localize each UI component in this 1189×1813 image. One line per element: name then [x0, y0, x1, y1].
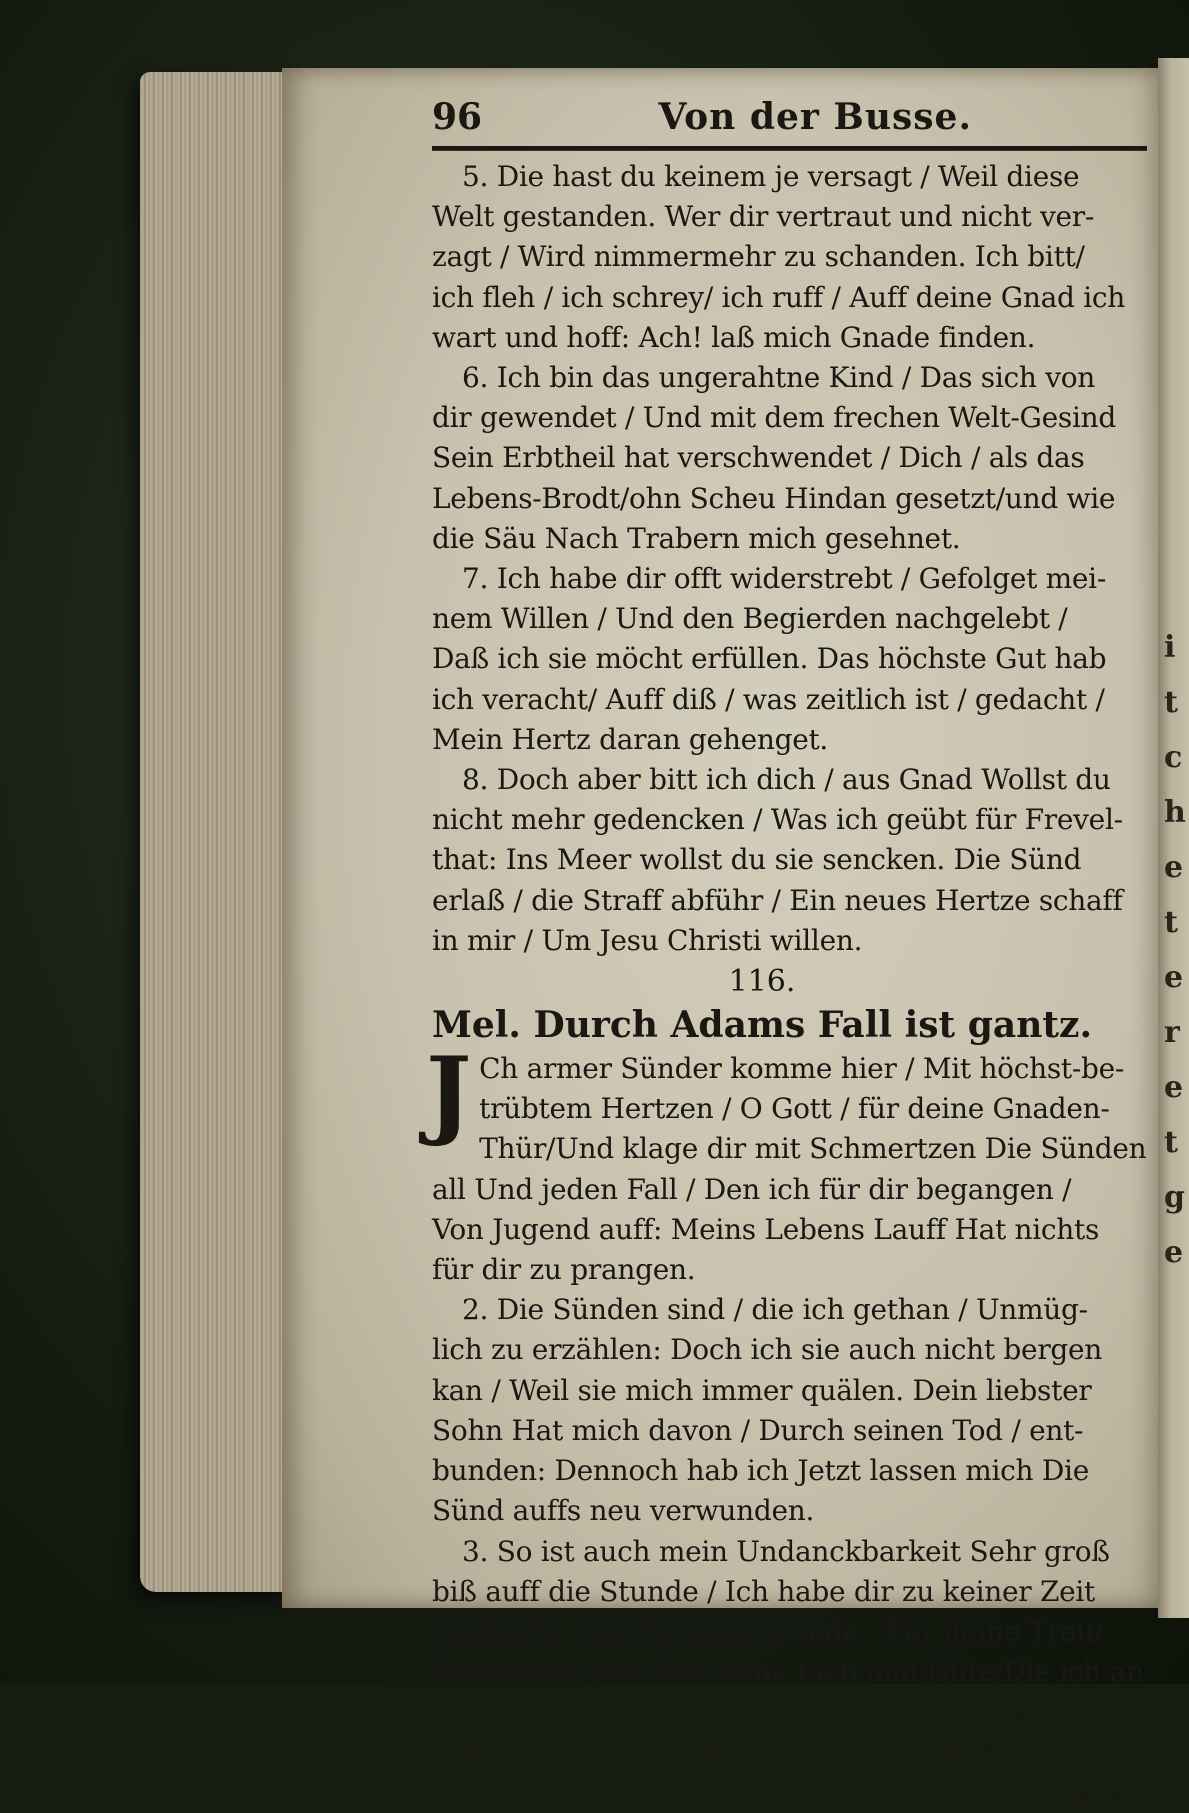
verse-line: 3. So ist auch mein Undanckbarkeit Sehr groß — [462, 1534, 1110, 1568]
verse-7 — [432, 559, 1152, 760]
verse-line: Sünd auffs neu verwunden. — [432, 1494, 815, 1528]
running-title: Von der Busse. — [658, 96, 972, 138]
facing-letter: e — [1164, 850, 1184, 885]
verse-line: Thür/Und klage dir mit Schmertzen Die Sünden — [479, 1132, 1147, 1166]
hymn-number: 116. — [728, 964, 796, 1000]
melody-heading: Mel. Durch Adams Fall ist gantz. — [432, 1004, 1092, 1047]
verse-line: Welt gestanden. Wer dir vertraut und nicht ver- — [432, 200, 1095, 234]
facing-letter: t — [1164, 685, 1178, 720]
header-rule — [432, 146, 1147, 151]
verse-line: nicht mehr gedencken / Was ich geübt für Frevel- — [432, 803, 1123, 837]
hymn-verse-2 — [432, 1290, 1152, 1531]
verse-line: lich zu erzählen: Doch ich sie auch nicht bergen — [432, 1333, 1103, 1367]
facing-page-letters — [1164, 620, 1188, 1280]
facing-letter: e — [1164, 1070, 1184, 1105]
verse-line: 5. Die hast du keinem je versagt / Weil diese — [462, 160, 1080, 193]
book-page-edges — [140, 72, 290, 1592]
facing-letter: e — [1164, 1235, 1184, 1270]
verse-line: kan / Weil sie mich immer quälen. Dein liebster — [432, 1373, 1092, 1407]
facing-letter: e — [1164, 960, 1184, 995]
verse-line: trübtem Hertzen / O Gott / für deine Gnaden- — [479, 1092, 1110, 1126]
facing-letter: h — [1164, 795, 1186, 830]
page-text — [426, 96, 1152, 1813]
facing-letter: i — [1164, 630, 1176, 665]
catchword: mein — [1057, 1774, 1142, 1810]
verse-line: in mir / Um Jesu Christi willen. — [432, 923, 863, 957]
verse-line: Ch armer Sünder komme hier / Mit höchst-be- — [479, 1052, 1125, 1086]
drop-capital: J — [426, 1036, 472, 1150]
page-number: 96 — [432, 96, 483, 138]
verse-line: ich veracht/ Auff diß / was zeitlich ist / gedacht / — [432, 682, 1105, 716]
verse-line: Sohn Hat mich davon / Durch seinen Tod / ent- — [432, 1413, 1084, 1447]
verse-line: Lebens-Brodt/ohn Scheu Hindan gesetzt/und wie — [432, 481, 1116, 515]
verse-line: 4. Fürnemlich hast du mit Gedult Bißhero — [462, 1735, 1045, 1769]
facing-letter: t — [1164, 905, 1178, 940]
verse-line: 8. Doch aber bitt ich dich / aus Gnad Wollst du — [462, 763, 1111, 797]
verse-line: Mein Hertz daran gehenget. — [432, 722, 829, 756]
verse-line: für dir zu prangen. — [432, 1253, 696, 1287]
verse-line: all Und jeden Fall / Den ich für dir begangen / — [432, 1172, 1072, 1206]
verse-line: biß auff die Stunde / Ich habe dir zu keiner Zeit — [432, 1574, 1095, 1608]
verse-6 — [432, 358, 1152, 559]
verse-line: wart und hoff: Ach! laß mich Gnade finden. — [432, 320, 1036, 354]
verse-line: zagt / Wird nimmermehr zu schanden. Ich bitt/ — [432, 240, 1085, 274]
verse-line: die Säu Nach Trabern mich gesehnet. — [432, 521, 961, 555]
verse-line: Von Jugend auff: Meins Lebens Lauff Hat nichts — [432, 1212, 1100, 1246]
verse-line: 7. Ich habe dir offt widerstrebt / Gefolget mei- — [462, 562, 1106, 596]
facing-letter: g — [1164, 1180, 1185, 1215]
facing-letter: r — [1164, 1015, 1180, 1050]
verse-line: that: Ins Meer wollst du sie sencken. Die Sünd — [432, 843, 1082, 877]
facing-letter: t — [1164, 1125, 1178, 1160]
verse-line: Daß ich sie möcht erfüllen. Das höchste Gut hab — [432, 642, 1107, 676]
hymn-verse-1 — [426, 1036, 1152, 1290]
verse-line: nem Willen / Und den Begierden nachgelebt / — [432, 602, 1068, 636]
hymn-verse-4 — [432, 1733, 1152, 1773]
verse-line: bunden: Dennoch hab ich Jetzt lassen mich Die — [432, 1454, 1089, 1488]
facing-letter: c — [1164, 740, 1183, 775]
verse-line: mir Gar reichlich spür/Und stets trag im Gemühte. — [432, 1695, 1139, 1729]
verse-line: 2. Die Sünden sind / die ich gethan / Unmüg- — [462, 1293, 1088, 1327]
verse-line: dir gewendet / Und mit dem frechen Welt-Gesind — [432, 401, 1116, 435]
verse-line: 6. Ich bin das ungerahtne Kind / Das sich von — [462, 361, 1096, 395]
verse-line: erlaß / die Straff abführ / Ein neues Hertze schaff — [432, 883, 1123, 917]
verse-line: Gedanckt von Hertzen-Grunde / Für deine Treu/ — [432, 1614, 1104, 1648]
verse-8 — [432, 760, 1152, 961]
hymn-verse-3 — [432, 1532, 1152, 1733]
verse-line: ich fleh / ich schrey/ ich ruff / Auff deine Gnad ich — [432, 280, 1125, 314]
running-head — [432, 96, 1152, 140]
verse-5 — [432, 157, 1152, 358]
verse-line: Die täglich neu/Für deine Lieb und Güte/Die ich an — [432, 1655, 1144, 1689]
verse-line: Sein Erbtheil hat verschwendet / Dich / als das — [432, 441, 1085, 475]
